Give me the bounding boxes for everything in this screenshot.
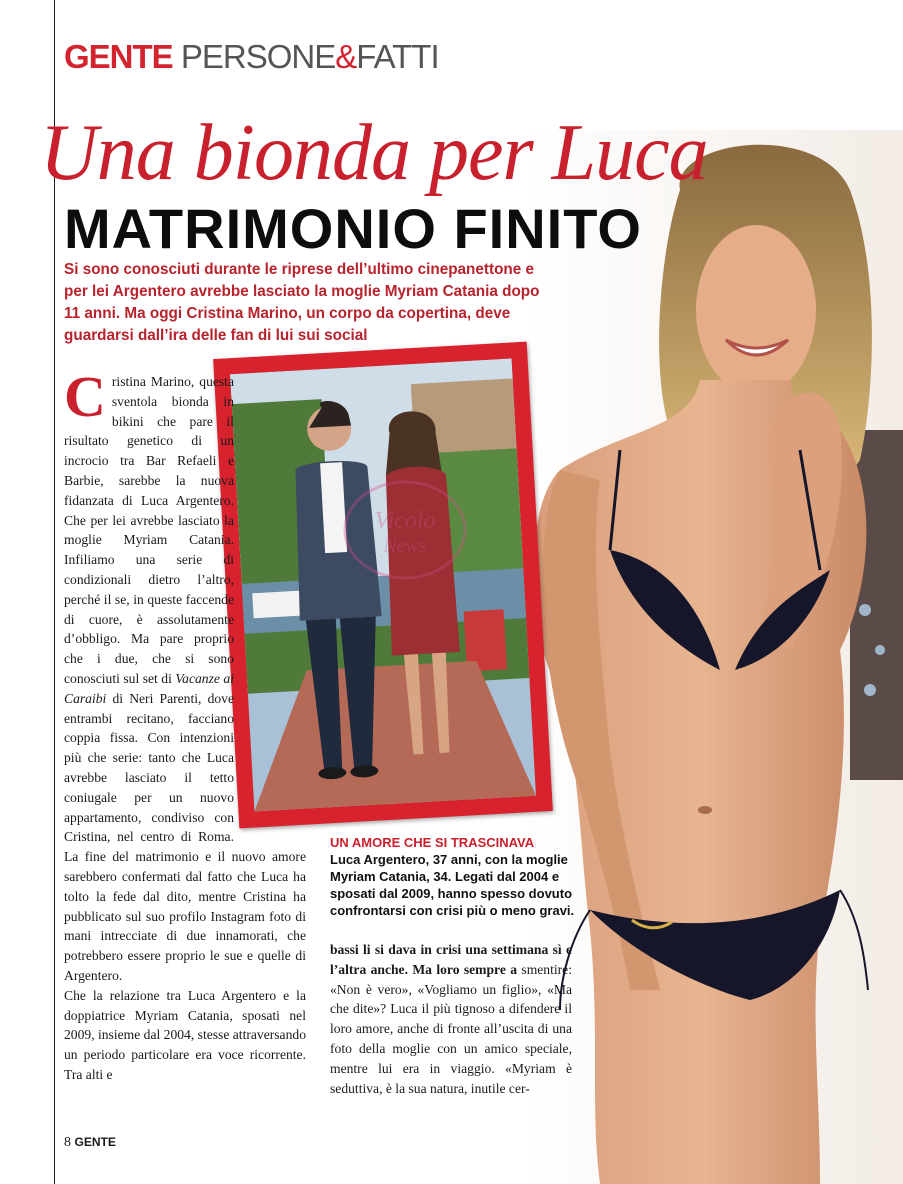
watermark-logo	[330, 470, 480, 590]
caption-text: Luca Argentero, 37 anni, con la moglie Myriam Catania, 34. Legati dal 2004 e sposati dal 2009, hanno spesso dovuto confrontarsi con crisi più o meno gravi.	[330, 852, 575, 918]
headline-bold: MATRIMONIO FINITO	[64, 197, 642, 260]
photo-caption	[330, 834, 580, 919]
model-bikini-photo	[520, 130, 903, 1184]
footer-brand: GENTE	[74, 1135, 116, 1149]
article-bold-lead: bassi li si dava in crisi una settimana sì e l’altra anche. Ma loro sempre a	[330, 942, 572, 977]
svg-text:Vicolo: Vicolo	[374, 508, 436, 534]
caption-title: UN AMORE CHE SI TRASCINAVA	[330, 835, 535, 850]
page-number: 8	[64, 1135, 71, 1150]
article-column-1	[64, 364, 306, 1085]
standfirst: Si sono conosciuti durante le riprese dell’ultimo cinepanettone e per lei Argentero avrebbe lasciato la moglie Myriam Catania dopo 11 anni. Ma oggi Cristina Marino, un corpo da copertina, deve guardarsi dall’ira delle fan di lui sui social	[64, 261, 540, 344]
header-section-amp: &	[335, 38, 357, 75]
article-text-part: ristina Marino, questa sventola bionda in bikini che pare il risultato genetico di un incrocio tra Bar Refaeli e Barbie, sarebbe la nuova fidanzata di Luca Argentero. Che per lei avrebbe lasciato la moglie Myriam Catania. Infiliamo una serie di condizionali dietro l’altro, perché il se, in queste faccende di cuore, è assolutamente d’obbligo. Ma pare proprio che i due, che si sono conosciuti sul set di	[64, 374, 234, 686]
header-section-fatti: FATTI	[356, 38, 439, 75]
header-section-persone: PERSONE	[180, 38, 336, 75]
headline-script: Una bionda per Luca	[40, 109, 708, 197]
article-text-part: smentire: «Non è vero», «Vogliamo un figlio», «Ma che dite»? Luca il più tignoso a difendere il loro amore, anche di fronte all’uscita di una foto della moglie con un amico speciale, mentre lui era in viaggio. «Myriam è seduttiva, è la sua natura, inutile cer-	[330, 961, 572, 1096]
header-brand: GENTE	[64, 38, 173, 75]
film-title: Vacanze ai Caraibi	[64, 670, 234, 706]
article-paragraph: Che la relazione tra Luca Argentero e la doppiatrice Myriam Catania, sposati nel 2009, insieme dal 2004, stesse attraversando un periodo particolare era voce ricorrente. Tra alti e	[64, 987, 306, 1082]
section-header	[64, 38, 439, 76]
drop-cap: C	[64, 364, 106, 429]
article-column-2	[330, 940, 572, 1098]
svg-text:News: News	[383, 535, 427, 557]
article-text-part: di Neri Parenti, dove entrambi recitano, facciano coppia fissa. Con intenzioni più che serie: tanto che Luca avrebbe lasciato il tetto coniugale per un nuovo appartamento, condiviso con Cristina, nel centro di Roma. La fine del matrimonio e il nuovo amore sarebbero confermati dal fatto che Luca ha tolto la fede dal dito, mentre Cristina ha pubblicato sul suo profilo Instagram foto di mani intrecciate di due innamorati, che potrebbero essere proprio le sue e quelle di Argentero.	[64, 690, 306, 983]
page-footer	[64, 1135, 116, 1151]
